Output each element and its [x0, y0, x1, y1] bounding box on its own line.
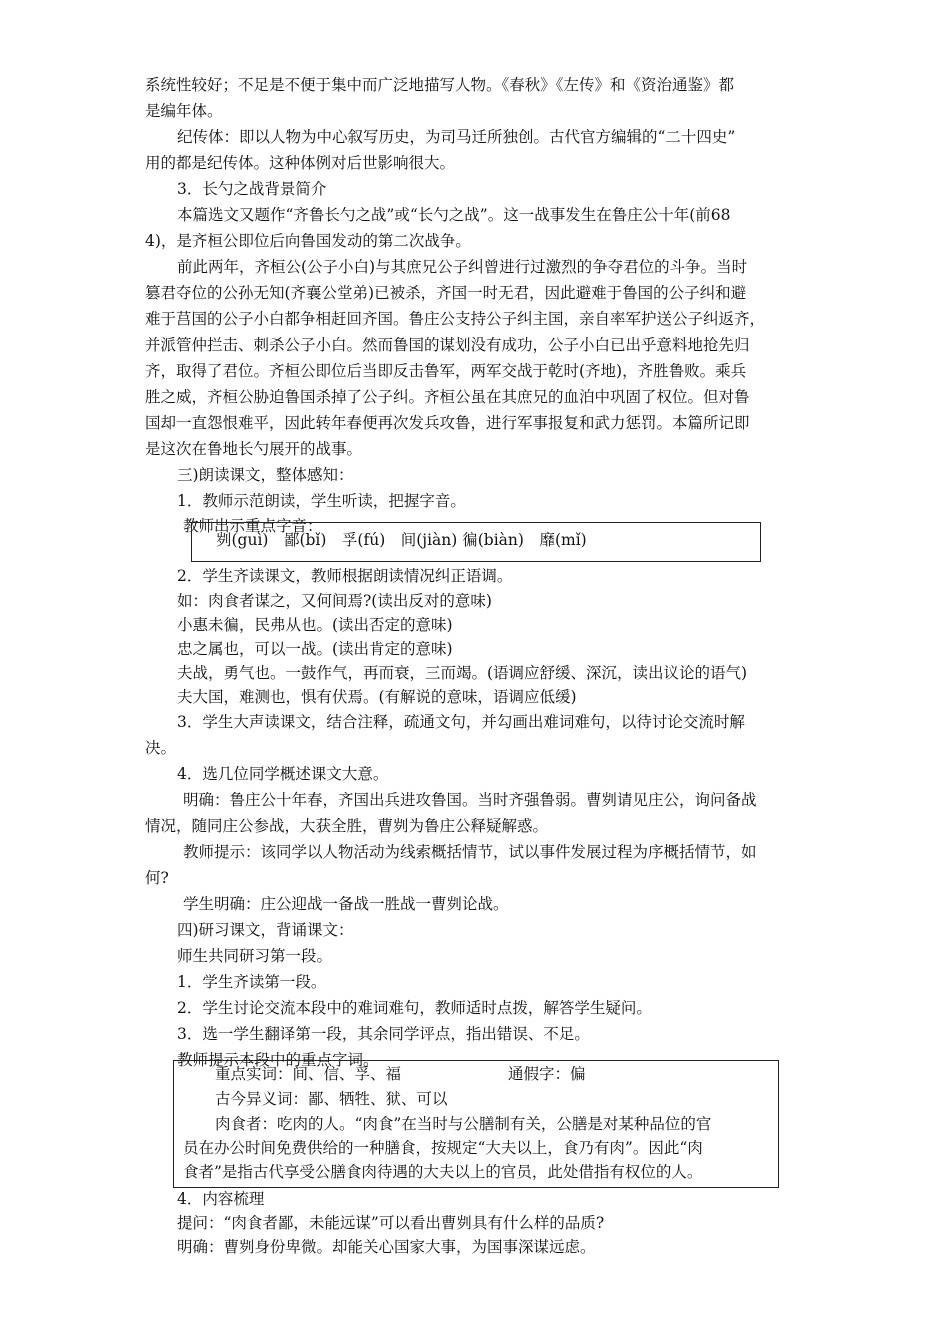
text-line: 纪传体：即以人物为中心叙写历史，为司马迁所独创。古代官方编辑的“二十四史” — [177, 128, 736, 146]
text-line: 3．选一学生翻译第一段，其余同学评点，指出错误、不足。 — [177, 1025, 590, 1043]
text-line: 明确：曹刿身份卑微。却能关心国家大事，为国事深谋远虑。 — [177, 1238, 596, 1256]
text-line: 系统性较好；不足是不便于集中而广泛地描写人物。《春秋》《左传》和《资治通鉴》都 — [145, 76, 735, 94]
text-line: 难于莒国的公子小白都争相赶回齐国。鲁庄公支持公子纠主国，亲自率军护送公子纠返齐， — [145, 310, 766, 328]
text-line: 前此两年，齐桓公(公子小白)与其庶兄公子纠曾进行过激烈的争夺君位的斗争。当时 — [177, 258, 748, 276]
pronunciation-box — [191, 522, 761, 562]
text-line: 4)，是齐桓公即位后向鲁国发动的第二次战争。 — [145, 232, 471, 250]
text-line: 4．选几位同学概述课文大意。 — [177, 765, 389, 783]
pronunciation-list: 刿(guì) 鄙(bǐ) 孚(fú) 间(jiàn) 徧(biàn) 靡(mǐ) — [216, 531, 587, 549]
text-line: 何? — [145, 869, 169, 887]
text-line: 是编年体。 — [145, 102, 223, 120]
text-line: 用的都是纪传体。这种体例对后世影响很大。 — [145, 154, 456, 172]
text-line: 2．学生齐读课文，教师根据朗读情况纠正语调。 — [177, 567, 513, 585]
text-line: 本篇选文又题作“齐鲁长勺之战”或“长勺之战”。这一战事发生在鲁庄公十年(前68 — [177, 206, 731, 224]
vocab-note-line: 肉食者：吃肉的人。“肉食”在当时与公膳制有关，公膳是对某种品位的官 — [215, 1115, 712, 1133]
text-line: 夫战，勇气也。一鼓作气，再而衰，三而竭。(语调应舒缓、深沉，读出议论的语气) — [177, 664, 748, 682]
text-line: 2．学生讨论交流本段中的难词难句，教师适时点拨，解答学生疑问。 — [177, 999, 652, 1017]
vocab-key-words: 重点实词：间、信、孚、福 — [215, 1065, 402, 1083]
section-heading: 3．长勺之战背景简介 — [177, 180, 327, 198]
text-line: 教师提示本段中的重点字词。 — [177, 1051, 379, 1069]
text-line: 教师提示：该同学以人物活动为线索概括情节，试以事件发展过程为序概括情节，如 — [183, 843, 757, 861]
text-line: 师生共同研习第一段。 — [177, 947, 333, 965]
text-line: 教师出示重点字音： — [183, 517, 323, 535]
text-line: 忠之属也，可以一战。(读出肯定的意味) — [177, 640, 453, 658]
text-line: 并派管仲拦击、刺杀公子小白。然而鲁国的谋划没有成功，公子小白已出乎意料地抢先归 — [145, 336, 750, 354]
text-line: 齐，取得了君位。齐桓公即位后当即反击鲁军，两军交战于乾时(齐地)，齐胜鲁败。乘兵 — [145, 362, 747, 380]
text-line: 1．学生齐读第一段。 — [177, 973, 327, 991]
text-line: 国却一直怨恨难平，因此转年春便再次发兵攻鲁，进行军事报复和武力惩罚。本篇所记即 — [145, 414, 750, 432]
text-line: 夫大国，难测也，惧有伏焉。(有解说的意味，语调应低缓) — [177, 688, 577, 706]
vocab-ancient-modern: 古今异义词：鄙、牺牲、狱、可以 — [215, 1090, 448, 1108]
vocab-loan-words: 通假字：偏 — [508, 1065, 586, 1083]
text-line: 情况，随同庄公参战，大获全胜，曹刿为鲁庄公释疑解惑。 — [145, 817, 549, 835]
text-line: 胜之威，齐桓公胁迫鲁国杀掉了公子纠。齐桓公虽在其庶兄的血泊中巩固了权位。但对鲁 — [145, 388, 750, 406]
text-line: 如：肉食者谋之，又何间焉?(读出反对的意味) — [177, 592, 492, 610]
text-line: 小惠未徧，民弗从也。(读出否定的意味) — [177, 616, 453, 634]
section-heading: 四)研习课文，背诵课文： — [177, 921, 354, 939]
vocab-note-line: 食者”是指古代享受公膳食肉待遇的大夫以上的官员，此处借指有权位的人。 — [183, 1163, 703, 1181]
section-heading: 4．内容梳理 — [177, 1190, 265, 1208]
text-line: 1．教师示范朗读，学生听读，把握字音。 — [177, 492, 466, 510]
text-line: 提问：“肉食者鄙，未能远谋”可以看出曹刿具有什么样的品质? — [177, 1214, 605, 1232]
text-line: 决。 — [145, 739, 177, 757]
vocab-note-line: 员在办公时间免费供给的一种膳食，按规定“大夫以上，食乃有肉”。因此“肉 — [183, 1139, 703, 1157]
vocabulary-box — [173, 1060, 779, 1188]
text-line: 3．学生大声读课文，结合注释，疏通文句，并勾画出难词难句，以待讨论交流时解 — [177, 713, 745, 731]
text-line: 明确：鲁庄公十年春，齐国出兵进攻鲁国。当时齐强鲁弱。曹刿请见庄公，询问备战 — [183, 791, 757, 809]
text-line: 是这次在鲁地长勺展开的战事。 — [145, 440, 363, 458]
section-heading: 三)朗读课文，整体感知： — [177, 466, 354, 484]
text-line: 学生明确：庄公迎战一备战一胜战一曹刿论战。 — [183, 895, 509, 913]
text-line: 篡君夺位的公孙无知(齐襄公堂弟)已被杀，齐国一时无君，因此避难于鲁国的公子纠和避 — [145, 284, 747, 302]
